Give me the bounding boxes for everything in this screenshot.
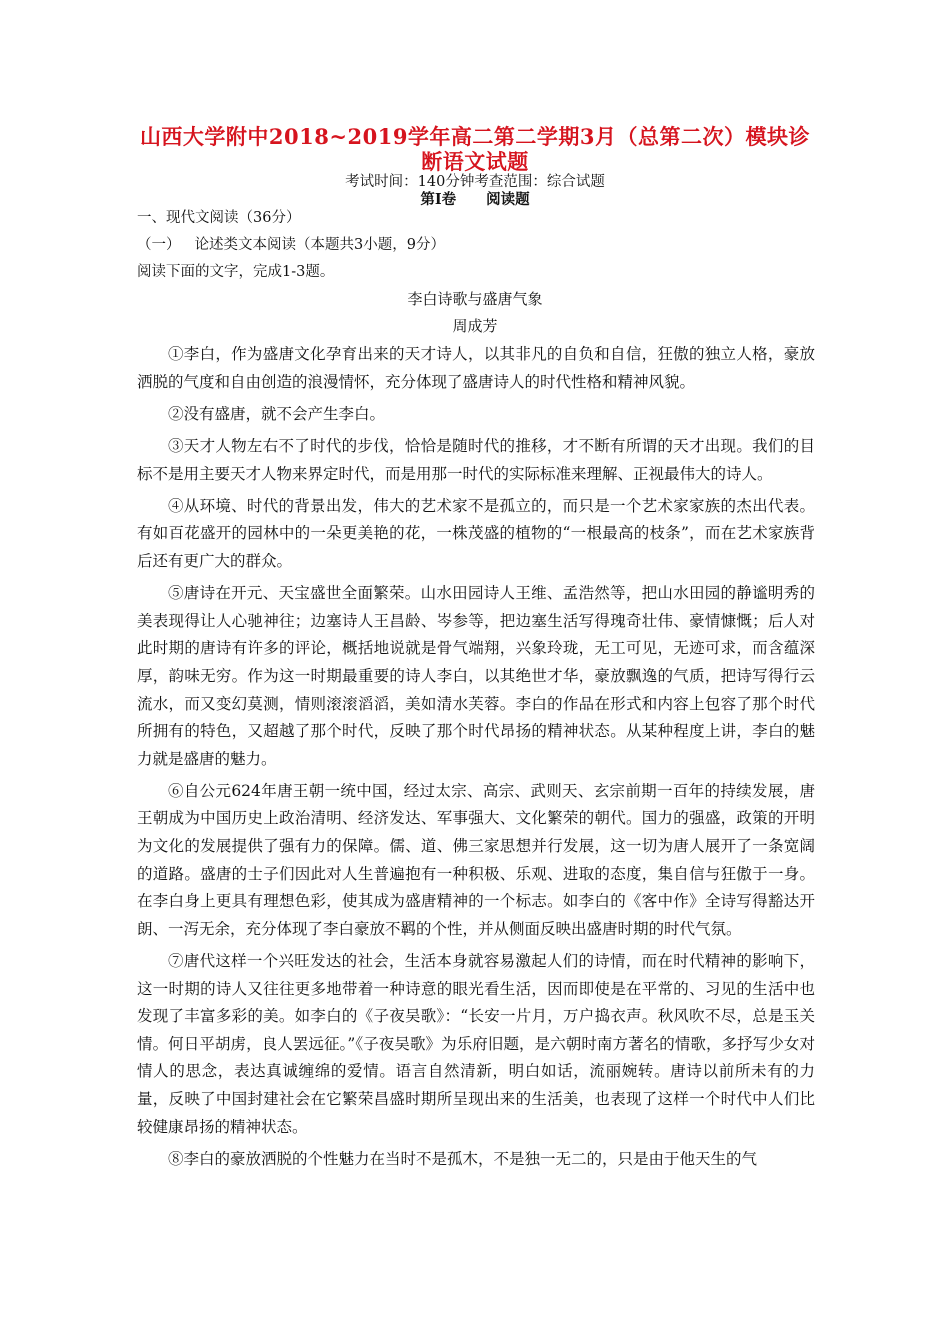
exam-title-line-2: 断语文试题 — [421, 149, 529, 174]
volume-heading — [120, 191, 830, 209]
article-author: 周成芳 — [452, 317, 498, 335]
reading-instruction: 阅读下面的文字，完成1-3题。 — [137, 264, 335, 280]
exam-title-line-1: 山西大学附中2018~2019学年高二第二学期3月（总第二次）模块诊 — [139, 124, 811, 149]
sub-section-number: （一） — [137, 237, 181, 253]
article-paragraph: ⑦唐代这样一个兴旺发达的社会，生活本身就容易激起人们的诗情，而在时代精神的影响下，这一时期的诗人又往往更多地带着一种诗意的眼光看生活，因而即使是在平常的、习见的生活中也发现了丰富多彩的美。如李白的《子夜吴歌》：“长安一片月，万户捣衣声。秋风吹不尽，总是玉关情。何日平胡虏，良人罢远征。”《子夜吴歌》为乐府旧题，是六朝时南方著名的情歌，多抒写少女对情人的思念，表达真诚缠绵的爱情。语言自然清新，明白如话，流丽婉转。唐诗以前所未有的力量，反映了中国封建社会在它繁荣昌盛时期所呈现出来的生活美，也表现了这样一个时代中人们比较健康昂扬的精神状态。 — [137, 952, 815, 1136]
article-paragraph: ③天才人物左右不了时代的步伐，恰恰是随时代的推移，才不断有所谓的天才出现。我们的目标不是用主要天才人物来界定时代，而是用那一时代的实际标准来理解、正视最伟大的诗人。 — [137, 436, 815, 483]
sub-section-heading — [137, 236, 445, 254]
article-paragraph: ④从环境、时代的背景出发，伟大的艺术家不是孤立的，而只是一个艺术家家族的杰出代表。有如百花盛开的园林中的一朵更美艳的花，一株茂盛的植物的“一根最高的枝条”，而在艺术家族背后还有更广大的群众。 — [137, 496, 815, 570]
part-one-heading: 一、现代文阅读（36分） — [137, 210, 301, 226]
article-paragraph: ①李白，作为盛唐文化孕育出来的天才诗人，以其非凡的自负和自信，狂傲的独立人格，豪放洒脱的气度和自由创造的浪漫情怀，充分体现了盛唐诗人的时代性格和精神风貌。 — [137, 345, 815, 391]
exam-info: 考试时间：140分钟考查范围：综合试题 — [345, 174, 605, 190]
article-paragraph: ⑤唐诗在开元、天宝盛世全面繁荣。山水田园诗人王维、孟浩然等，把山水田园的静谧明秀的美表现得让人心驰神往；边塞诗人王昌龄、岑参等，把边塞生活写得瑰奇壮伟、豪情慷慨；后人对此时期的唐诗有许多的评论，概括地说就是骨气端翔，兴象玲珑，无工可见，无迹可求，而含蕴深厚，韵味无穷。作为这一时期最重要的诗人李白，以其绝世才华，豪放飘逸的气质，把诗写得行云流水，而又变幻莫测，情则滚滚滔滔，美如清水芙蓉。李白的作品在形式和内容上包容了那个时代所拥有的特色，又超越了那个时代，反映了那个时代昂扬的精神状态。从某种程度上讲，李白的魅力就是盛唐的魅力。 — [137, 584, 815, 768]
article-paragraph: ②没有盛唐，就不会产生李白。 — [168, 404, 386, 423]
article-body — [137, 341, 815, 1178]
volume-label: 第Ⅰ卷 — [420, 191, 457, 208]
article-paragraph: ⑧李白的豪放洒脱的个性魅力在当时不是孤木，不是独一无二的，只是由于他天生的气 — [168, 1149, 758, 1168]
article-title: 李白诗歌与盛唐气象 — [407, 290, 543, 308]
sub-section-title: 论述类文本阅读（本题共3小题，9分） — [194, 237, 445, 253]
volume-title: 阅读题 — [486, 191, 530, 208]
article-paragraph: ⑥自公元624年唐王朝一统中国，经过太宗、高宗、武则天、玄宗前期一百年的持续发展，唐王朝成为中国历史上政治清明、经济发达、军事强大、文化繁荣的朝代。国力的强盛，政策的开明为文化的发展提供了强有力的保障。儒、道、佛三家思想并行发展，这一切为唐人展开了一条宽阔的道路。盛唐的士子们因此对人生普遍抱有一种积极、乐观、进取的态度，集自信与狂傲于一身。在李白身上更具有理想色彩，使其成为盛唐精神的一个标志。如李白的《客中作》全诗写得豁达开朗、一泻无余，充分体现了李白豪放不羁的个性，并从侧面反映出盛唐时期的时代气氛。 — [137, 781, 815, 938]
